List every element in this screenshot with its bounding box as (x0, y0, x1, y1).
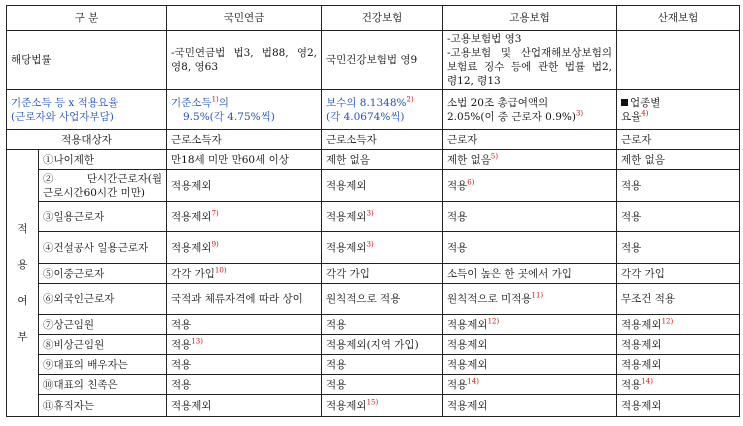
rate-employment-line1: 소법 20조 총급여액의 (447, 96, 549, 109)
cell-health (322, 202, 443, 232)
cell-pension (167, 284, 322, 315)
square-bullet-icon (621, 99, 628, 106)
cell-employment (443, 284, 617, 315)
cell-text: 적용제외 (447, 399, 488, 412)
cell-text: 적용제외 (171, 179, 212, 192)
cell-text: 적용제외 (171, 241, 212, 254)
cell-text: 적용 (447, 241, 468, 254)
cell-text: 적용 (326, 318, 347, 331)
side-char: 용 (17, 259, 28, 271)
rate-employment-line2: 2.05%(이 중 근로자 0.9%) (447, 110, 576, 123)
row-label: ⑪휴직자는 (39, 395, 167, 417)
cell-industrial (617, 202, 740, 232)
cell-text: 국적과 체류자격에 따라 상이 (171, 293, 303, 305)
cell-text: 적용 (171, 378, 192, 391)
rate-label-line2: (근로자와 사업자부담) (11, 110, 114, 123)
cell-health (322, 170, 443, 202)
law-employment-line2: -고용보험 및 산업재해보상보험의 보험료 징수 등에 관한 법률 법2, 령12, 령13 (447, 47, 612, 87)
target-employment: 근로자 (443, 130, 617, 150)
cell-text: 각각 가입 (621, 267, 665, 280)
rate-employment (443, 90, 617, 130)
cell-industrial (617, 170, 740, 202)
cell-text: 적용 (447, 378, 468, 391)
rate-pension-text: 기준소득 (171, 96, 212, 109)
rate-industrial-line2: 요율 (621, 110, 642, 123)
cell-text: 소득이 높은 한 곳에서 가입 (447, 267, 572, 280)
cell-health (322, 284, 443, 315)
law-industrial (617, 31, 740, 90)
cell-text: 적용제외 (171, 399, 212, 412)
cell-employment (443, 395, 617, 417)
cell-text: 원칙적으로 미적용 (447, 293, 532, 305)
cell-text: 적용 (621, 179, 642, 192)
cell-employment (443, 375, 617, 395)
cell-health (322, 315, 443, 335)
table-row (7, 395, 740, 417)
cell-text: 적용제외 (326, 399, 367, 412)
row-label: ②단시간근로자(월 근로시간60시간 미만) (39, 170, 167, 202)
footnote-marker: 7) (211, 209, 219, 217)
footnote-marker: 2) (406, 95, 414, 103)
footnote-marker: 15) (366, 398, 379, 406)
table-row (7, 355, 740, 375)
rate-label-line1: 기준소득 등 x 적용요율 (11, 96, 119, 109)
cell-health (322, 375, 443, 395)
table-row (7, 375, 740, 395)
cell-text: 적용제외 (621, 318, 662, 331)
law-row (7, 31, 740, 90)
cell-text: 적용 (447, 179, 468, 192)
cell-text: 적용제외 (447, 338, 488, 351)
row-label: ⑦상근임원 (39, 315, 167, 335)
rate-industrial (617, 90, 740, 130)
applicability-side-label (7, 150, 39, 417)
cell-pension (167, 315, 322, 335)
cell-text: 적용 (621, 241, 642, 254)
cell-employment (443, 335, 617, 355)
footnote-marker: 3) (366, 209, 374, 217)
cell-health (322, 335, 443, 355)
footnote-marker: 12) (661, 317, 674, 325)
footnote-marker: 3) (575, 109, 584, 117)
rate-industrial-line1: 업종별 (630, 96, 661, 109)
target-pension: 근로소득자 (167, 130, 322, 150)
cell-pension (167, 170, 322, 202)
footnote-marker: 5) (490, 152, 499, 160)
cell-text: 적용제외 (447, 318, 488, 331)
cell-pension (167, 335, 322, 355)
cell-industrial (617, 264, 740, 284)
cell-text: 제한 없음 (326, 153, 370, 166)
rate-health-percent: (각 4.0674%씩) (326, 110, 405, 123)
table-row (7, 202, 740, 232)
rate-row (7, 90, 740, 130)
footnote-marker: 4) (641, 109, 649, 117)
cell-text: 적용 (171, 318, 192, 331)
cell-text: 적용 (171, 358, 192, 371)
cell-health (322, 264, 443, 284)
cell-text: 적용 (326, 358, 347, 371)
cell-text: 원칙적으로 적용 (326, 293, 401, 305)
cell-text: 적용제외(지역 가입) (326, 338, 419, 351)
cell-text: 적용 (621, 378, 642, 391)
cell-industrial (617, 395, 740, 417)
row-label: ⑨대표의 배우자는 (39, 355, 167, 375)
row-label: ④건설공사 일용근로자 (39, 232, 167, 264)
cell-industrial (617, 150, 740, 170)
cell-employment (443, 170, 617, 202)
footnote-marker: 6) (467, 178, 475, 186)
table-row (7, 284, 740, 315)
row-label: ⑩대표의 친족은 (39, 375, 167, 395)
row-label: ⑤이중근로자 (39, 264, 167, 284)
footnote-marker: 13) (191, 337, 203, 345)
rate-pension-percent: 9.5%(각 4.75%씩) (183, 110, 275, 123)
header-pension: 국민연금 (167, 6, 322, 31)
cell-text: 제한 없음 (621, 153, 665, 166)
footnote-marker: 9) (211, 240, 219, 248)
cell-employment (443, 264, 617, 284)
footnote-marker: 12) (487, 317, 500, 325)
law-employment (443, 31, 617, 90)
footnote-marker: 10) (214, 266, 227, 274)
header-row (7, 6, 740, 31)
cell-pension (167, 150, 322, 170)
law-employment-line1: -고용보험법 영3 (447, 33, 522, 45)
cell-industrial (617, 284, 740, 315)
rate-pension-text2: 의 (218, 96, 229, 109)
insurance-comparison-table (6, 5, 740, 417)
cell-health (322, 150, 443, 170)
rate-label (7, 90, 167, 130)
cell-text: 적용제외 (621, 358, 662, 371)
header-health: 건강보험 (322, 6, 443, 31)
cell-pension (167, 232, 322, 264)
footnote-marker: 14) (641, 377, 653, 385)
table-row (7, 335, 740, 355)
cell-employment (443, 202, 617, 232)
cell-text: 각각 가입 (326, 267, 370, 280)
header-industrial: 산재보험 (617, 6, 740, 31)
cell-text: 적용제외 (621, 399, 662, 412)
table-row (7, 315, 740, 335)
cell-industrial (617, 355, 740, 375)
header-employment: 고용보험 (443, 6, 617, 31)
row-label: ①나이제한 (39, 150, 167, 170)
cell-pension (167, 264, 322, 284)
row-label: ⑧비상근임원 (39, 335, 167, 355)
footnote-marker: 3) (366, 240, 374, 248)
law-health: 국민건강보험법 영9 (322, 31, 443, 90)
cell-employment (443, 355, 617, 375)
footnote-marker: 11) (531, 291, 544, 300)
cell-health (322, 355, 443, 375)
cell-employment (443, 315, 617, 335)
cell-text: 적용 (621, 210, 642, 223)
row-label: ⑥외국인근로자 (39, 284, 167, 315)
cell-pension (167, 202, 322, 232)
target-health: 근로소득자 (322, 130, 443, 150)
cell-text: 무조건 적용 (621, 293, 676, 305)
row-label: ③일용근로자 (39, 202, 167, 232)
cell-industrial (617, 335, 740, 355)
cell-health (322, 232, 443, 264)
cell-health (322, 395, 443, 417)
cell-industrial (617, 375, 740, 395)
cell-text: 적용제외 (171, 210, 212, 223)
cell-text: 적용 (447, 210, 468, 223)
header-gubun: 구 분 (7, 6, 167, 31)
cell-pension (167, 395, 322, 417)
target-row (7, 130, 740, 150)
side-char: 여 (17, 295, 28, 307)
cell-text: 적용 (326, 378, 347, 391)
cell-text: 제한 없음 (447, 153, 491, 166)
cell-text: 만18세 미만 만60세 이상 (171, 153, 289, 166)
cell-industrial (617, 232, 740, 264)
cell-employment (443, 150, 617, 170)
cell-text: 적용제외 (621, 338, 662, 351)
footnote-marker: 1) (211, 95, 219, 103)
rate-health (322, 90, 443, 130)
cell-text: 적용제외 (326, 241, 367, 254)
table-row (7, 150, 740, 170)
cell-employment (443, 232, 617, 264)
cell-pension (167, 375, 322, 395)
table-row (7, 170, 740, 202)
target-label: 적용대상자 (7, 130, 167, 150)
side-char: 부 (17, 331, 28, 343)
cell-text: 적용제외 (326, 179, 367, 192)
table-row (7, 264, 740, 284)
table-row (7, 232, 740, 264)
cell-text: 각각 가입 (171, 267, 215, 280)
cell-text: 적용제외 (326, 210, 367, 223)
cell-text: 적용 (171, 338, 192, 351)
cell-text: 적용제외 (447, 358, 488, 371)
applicability-rows (7, 150, 740, 417)
law-pension: -국민연금법 법3, 법88, 영2, 영8, 영63 (167, 31, 322, 90)
law-label: 해당법률 (7, 31, 167, 90)
cell-industrial (617, 315, 740, 335)
side-char: 적 (17, 223, 28, 235)
rate-health-text: 보수의 8.1348% (326, 96, 407, 109)
footnote-marker: 14) (467, 377, 479, 385)
target-industrial: 근로자 (617, 130, 740, 150)
cell-pension (167, 355, 322, 375)
rate-pension (167, 90, 322, 130)
